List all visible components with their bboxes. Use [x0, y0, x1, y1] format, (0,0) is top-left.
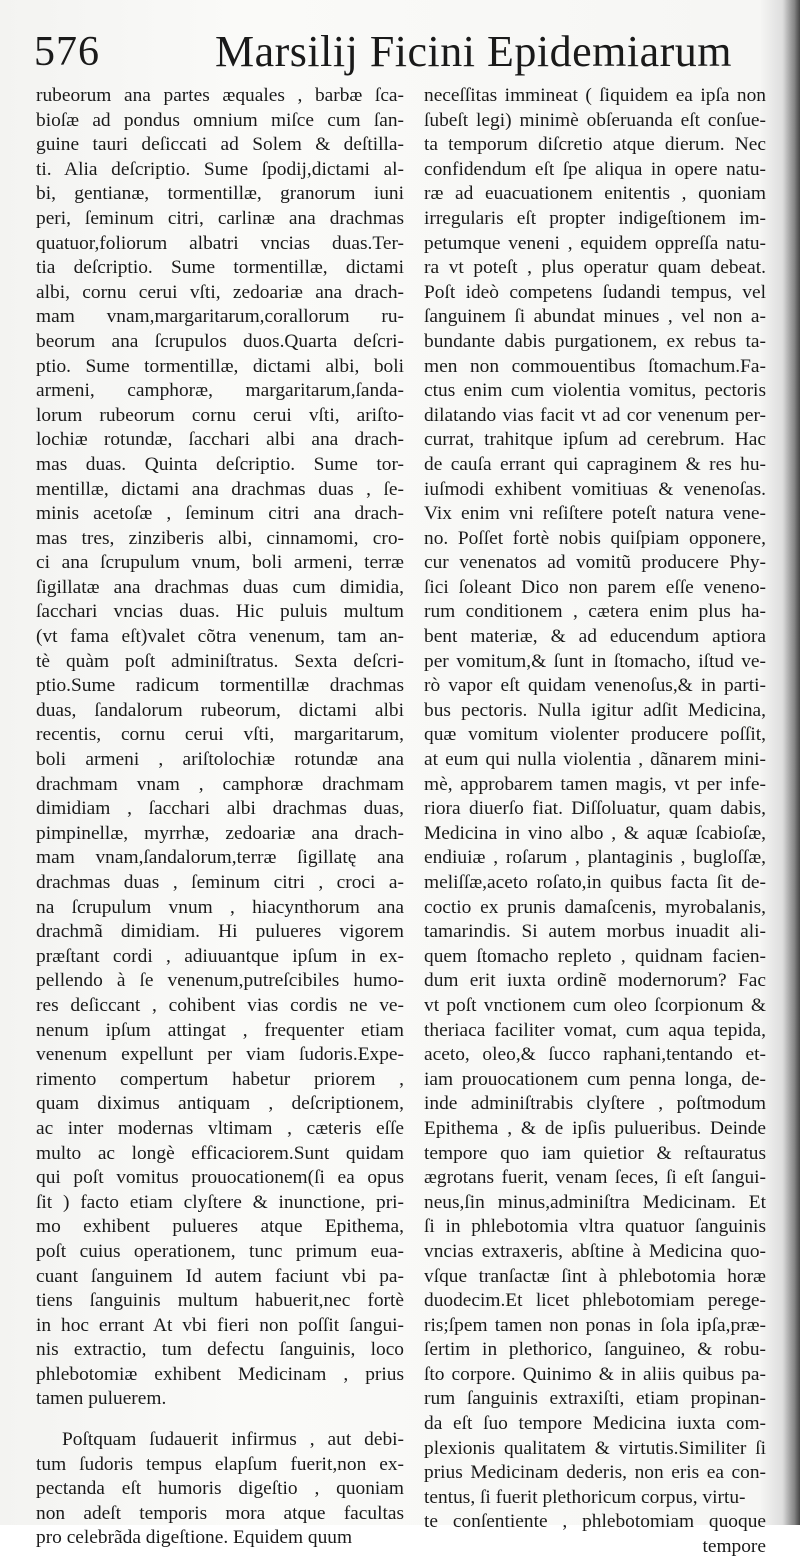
text-line: ſigillatæ ana drachmas duas cum dimidia,	[36, 576, 404, 598]
page-number: 576	[34, 29, 100, 75]
text-line: ptio.Sume radicum tormentillæ drachmas	[36, 675, 404, 697]
text-line: tia deſcriptio. Sume tormentillæ, dictami	[36, 257, 404, 279]
text-line: ti. Alia deſcriptio. Sume ſpodij,dictami al-	[36, 158, 404, 180]
text-line: armeni, camphoræ, margaritarum,ſanda-	[36, 380, 404, 402]
text-line: nenum ipſum attingat , frequenter etiam	[36, 1019, 404, 1041]
text-line: tum ſudoris tempus elapſum fuerit,non ex-	[36, 1453, 404, 1475]
text-line: duodecim.Et licet phlebotomiam perege-	[424, 1290, 766, 1312]
text-line: tempore quo iam quietior & reſtauratus	[424, 1142, 766, 1164]
text-line: quæ vomitum violenter producere poſſit,	[424, 724, 766, 746]
text-line: inde adminiſtrabis clyſtere , poſtmodum	[424, 1093, 766, 1115]
text-line: cur venenatos ad vomitũ producere Phy-	[424, 552, 766, 574]
text-line: ra vt poteſt , plus operatur quam debeat.	[424, 257, 766, 279]
text-line: tamarindis. Si autem morbus inuadit ali-	[424, 921, 766, 943]
text-line: irregularis eſt propter indigeſtionem im-	[424, 207, 766, 229]
text-line: Poſtquam ſudauerit infirmus , aut debi-	[62, 1429, 404, 1451]
text-line: boli armeni , ariſtolochiæ rotundæ ana	[36, 749, 404, 771]
text-line: men non commouentibus ſtomachum.Fa-	[424, 355, 766, 377]
text-line: quam diximus antiquam , deſcriptionem,	[36, 1093, 404, 1115]
text-line: cuant ſanguinem Id autem faciunt vbi pa-	[36, 1265, 404, 1287]
text-line: rum ſanguinis extraxiſti, etiam propinan-	[424, 1388, 766, 1410]
text-line: ſici ſoleant Dico non parem eſſe veneno-	[424, 576, 766, 598]
text-line: no. Poſſet fortè nobis quiſpiam opponere,	[424, 527, 766, 549]
text-line: meliſſæ,aceto roſato,in quibus facta ſit de-	[424, 872, 766, 893]
text-line: de cauſa errant qui capraginem & res hu-	[424, 453, 766, 475]
text-line: pimpinellæ, myrrhæ, zedoariæ ana drach-	[36, 822, 404, 844]
text-line: qui poſt vomitus prouocationem(ſi ea opus	[36, 1167, 404, 1189]
text-line: rò vapor eſt quidam venenoſus,& in parti-	[424, 675, 766, 697]
text-line: coctio ex prunis damaſcenis, myrobalanis,	[424, 896, 766, 918]
text-line: mam vnam,margaritarum,corallorum ru-	[36, 306, 404, 328]
text-line: tiens ſanguinis multum habuerit,nec fortè	[36, 1290, 404, 1312]
text-line: duas, ſandalorum rubeorum, dictami albi	[36, 699, 404, 721]
text-line: quatuor,foliorum albatri vncias duas.Ter-	[36, 232, 404, 254]
text-line: ſi in phlebotomia vltra quatuor ſanguinis	[424, 1216, 766, 1238]
text-line: at eum qui nulla violentia , dãnarem mini-	[424, 749, 766, 771]
text-line: ci ana ſcrupulum vnum, boli armeni, terræ	[36, 552, 404, 574]
text-line: bus pectoris. Nulla igitur adſit Medicina,	[424, 699, 766, 721]
page-header	[30, 22, 770, 86]
right-text-column	[424, 84, 766, 1535]
text-line: lochiæ rotundæ, ſacchari albi ana drach-	[36, 429, 404, 451]
text-line: petumque veneni , equidem oppreſſa natu-	[424, 232, 766, 254]
text-line: ta temporum diſcretio atque dierum. Nec	[424, 134, 766, 156]
text-line: tè quàm poſt adminiſtratus. Sexta deſcri-	[36, 650, 404, 672]
text-line: phlebotomiæ exhibent Medicinam , prius	[36, 1363, 404, 1385]
text-line: bi, gentianæ, tormentillæ, granorum iuni	[36, 183, 404, 205]
text-line: dum erit iuxta ordinẽ modernorum? Fac	[424, 970, 766, 992]
text-line: minis acetoſæ , ſeminum citri ana drach-	[36, 503, 404, 525]
text-line: albi, cornu cerui vſti, zedoariæ ana drach-	[36, 281, 404, 303]
text-line: venenum expellunt per viam ſudoris.Expe-	[36, 1044, 404, 1066]
text-line: peri, ſeminum citri, carlinæ ana drachmas	[36, 207, 404, 229]
text-line: mas duas. Quinta deſcriptio. Sume tor-	[36, 453, 404, 475]
page-edge-shadow	[782, 0, 800, 1525]
text-line: lorum rubeorum cornu cerui vſti, ariſto-	[36, 404, 404, 426]
text-line: Vix enim vni reſiſtere poteſt natura vene-	[424, 503, 766, 525]
running-title: Marsilij Ficini Epidemiarum	[215, 27, 732, 76]
text-line: vncias extraxeris, abſtine à Medicina quo-	[424, 1240, 766, 1262]
text-line: drachmam vnam , camphoræ drachmam	[36, 773, 404, 795]
text-line: pro celebrãda digeſtione. Equidem quum	[36, 1527, 353, 1549]
text-line: vt poſt vnctionem cum oleo ſcorpionum &	[424, 994, 766, 1016]
text-line: te conſentiente , phlebotomiam quoque	[424, 1511, 766, 1533]
text-line: da eſt ſuo tempore Medicina iuxta com-	[424, 1413, 766, 1435]
text-line: res deſiccant , cohibent vias cordis ne ve-	[36, 994, 404, 1016]
text-line: mas tres, zinziberis albi, cinnamomi, cro-	[36, 527, 404, 549]
text-line: non adeſt temporis mora atque facultas	[36, 1502, 404, 1524]
text-line: guine tauri deſiccati ad Solem & deſtilla-	[36, 134, 404, 156]
text-line: ſit ) facto etiam clyſtere & inunctione, pri-	[36, 1191, 404, 1213]
text-line: rum conditionem , cætera enim plus ha-	[424, 601, 766, 623]
text-line: tentus, ſi fuerit plethoricum corpus, virtu-	[424, 1486, 746, 1508]
text-line: Medicina in vino albo , & aquæ ſcabioſæ,	[424, 822, 766, 844]
catchword: tempore	[702, 1536, 766, 1557]
text-line: neceſſitas immineat ( ſiquidem ea ipſa non	[424, 85, 766, 106]
text-line: ræ ad euacuationem enitentis , quoniam	[424, 183, 766, 205]
text-line: drachmas duas , ſeminum citri , croci a-	[36, 872, 404, 893]
text-line: prius Medicinam dederis, non eris ea con-	[424, 1462, 766, 1484]
text-line: currat, trahitque ipſum ad cerebrum. Hac	[424, 429, 766, 451]
text-line: bundante dabis purgationem, ex rebus ta-	[424, 330, 766, 352]
text-line: multo ac longè efficaciorem.Sunt quidam	[36, 1142, 404, 1164]
text-line: bioſæ ad pondus omnium miſce cum ſan-	[36, 109, 404, 131]
text-line: tamen puluerem.	[36, 1388, 167, 1410]
text-line: iuſmodi exhibent vomitiuas & venenoſas.	[424, 478, 766, 500]
text-line: in hoc errant At vbi fieri non poſſit ſangui-	[36, 1314, 404, 1336]
text-line: recentis, cornu cerui vſti, margaritarum,	[36, 724, 404, 746]
text-line: mam vnam,ſandalorum,terræ ſigillatę ana	[36, 847, 404, 869]
text-line: riora diuerſo fiat. Diſſoluatur, quam dabis,	[424, 798, 766, 820]
text-line: ptio. Sume tormentillæ, dictami albi, boli	[36, 355, 404, 377]
text-line: aceto, oleo,& ſucco raphani,tentando et-	[424, 1044, 766, 1066]
text-line: Poſt ideò competens ſudandi tempus, vel	[424, 281, 766, 303]
text-line: theriaca faciliter vomat, cum aqua tepida,	[424, 1019, 766, 1041]
text-line: pectanda eſt humoris digeſtio , quoniam	[36, 1478, 404, 1500]
text-line: endiuiæ , roſarum , plantaginis , bugloſſæ,	[424, 847, 766, 869]
text-line: pellendo à ſe venenum,putreſcibiles humo-	[36, 970, 404, 992]
text-line: ris;ſpem tamen non ponas in ſola ipſa,præ-	[424, 1314, 766, 1336]
text-line: mentillæ, dictami ana drachmas duas , ſe-	[36, 478, 404, 500]
text-line: præſtant cordi , adiuuantque ipſum in ex-	[36, 945, 404, 967]
text-line: quem ſtomacho repleto , quidnam facien-	[424, 945, 766, 967]
text-line: ac inter modernas vltimam , cæteris eſſe	[36, 1117, 404, 1139]
text-line: beorum ana ſcrupulos duos.Quarta deſcri-	[36, 330, 404, 352]
text-line: dimidiam , ſacchari albi drachmas duas,	[36, 798, 404, 820]
text-line: rubeorum ana partes æquales , barbæ ſca-	[36, 85, 404, 106]
text-line: mo exhibent pulueres atque Epithema,	[36, 1216, 404, 1238]
text-line: nis extractio, tum defectu ſanguinis, loco	[36, 1339, 404, 1361]
text-line: Epithema , & de ipſis pulueribus. Deinde	[424, 1117, 766, 1139]
text-line: na ſcrupulum vnum , hiacynthorum ana	[36, 896, 404, 918]
text-line: confidendum eſt ſpe aliqua in opere natu-	[424, 158, 766, 180]
text-line: (vt fama eſt)valet cõtra venenum, tam an-	[36, 626, 404, 648]
text-line: ſertim in plethorico, ſanguineo, & robu-	[424, 1339, 766, 1361]
text-line: plexionis qualitatem & virtutis.Similiter ſi	[424, 1437, 766, 1459]
text-line: ctus enim cum violentia vomitus, pectoris	[424, 380, 766, 402]
text-line: ſanguinem ſi abundat minues , vel non a-	[424, 306, 766, 328]
text-line: ſacchari vncias duas. Hic puluis multum	[36, 601, 404, 623]
left-text-column	[36, 84, 404, 1551]
text-line: poſt cuius operationem, tunc primum eua-	[36, 1240, 404, 1262]
text-line: drachmã dimidiam. Hi pulueres vigorem	[36, 921, 404, 943]
text-line: vſque tranſactæ ſint à phlebotomia horæ	[424, 1265, 766, 1287]
text-line: bent materiæ, & ad educendum aptiora	[424, 626, 766, 648]
text-line: per vomitum,& ſunt in ſtomacho, iſtud ve-	[424, 650, 766, 672]
text-line: dilatando vias facit vt ad cor venenum per-	[424, 404, 766, 426]
text-line: mè, approbarem tamen magis, vt per infe-	[424, 773, 766, 795]
text-line: iam prouocationem cum penna longa, de-	[424, 1068, 766, 1090]
text-line: ægrotans fuerit, venam ſeces, ſi eſt ſangui-	[424, 1167, 766, 1189]
text-line: ſto corpore. Quinimo & in aliis quibus pa-	[424, 1363, 766, 1385]
text-line: neus,ſin minus,adminiſtra Medicinam. Et	[424, 1191, 766, 1213]
text-line: ſubeſt legi) minimè obſeruanda eſt conſue-	[424, 109, 766, 131]
text-line: rimento compertum habetur priorem ,	[36, 1068, 404, 1090]
